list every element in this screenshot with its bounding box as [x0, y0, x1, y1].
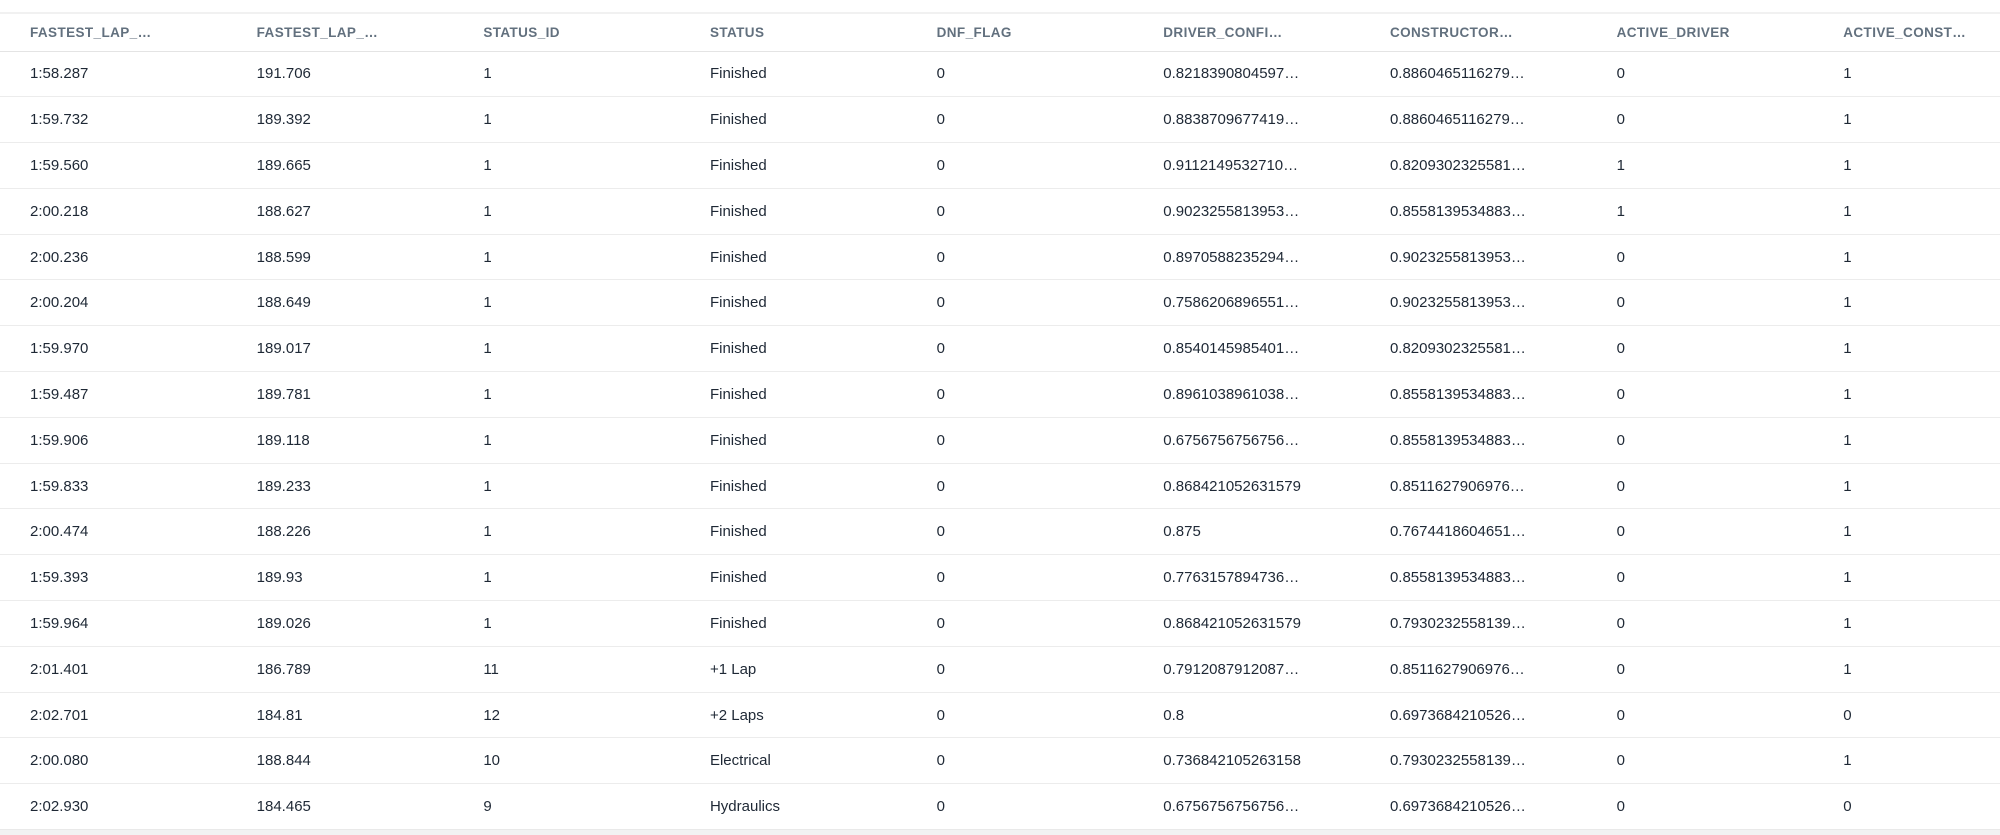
table-cell: 0.868421052631579: [1133, 601, 1360, 647]
table-cell: 188.226: [227, 509, 454, 555]
table-cell: Finished: [680, 51, 907, 97]
table-cell: 0.6973684210526…: [1360, 784, 1587, 829]
table-cell: 1: [1813, 326, 2000, 372]
table-cell: 0: [907, 326, 1134, 372]
table-cell: 0: [907, 784, 1134, 829]
table-cell: 1: [1813, 601, 2000, 647]
table-cell: 2:00.474: [0, 509, 227, 555]
table-cell: Finished: [680, 509, 907, 555]
table-cell: Finished: [680, 417, 907, 463]
table-cell: 1: [1813, 738, 2000, 784]
table-cell: 189.93: [227, 555, 454, 601]
table-cell: 189.665: [227, 143, 454, 189]
table-cell: 2:00.204: [0, 280, 227, 326]
table-cell: 0: [1813, 784, 2000, 829]
table-cell: 2:00.236: [0, 234, 227, 280]
table-cell: 0.8961038961038…: [1133, 372, 1360, 418]
table-cell: 0: [907, 692, 1134, 738]
table-cell: 189.392: [227, 97, 454, 143]
table-cell: 2:00.080: [0, 738, 227, 784]
table-cell: +1 Lap: [680, 646, 907, 692]
horizontal-scrollbar-track[interactable]: [0, 829, 2000, 835]
table-row: [0, 555, 2000, 601]
data-table: [0, 14, 2000, 829]
table-cell: 191.706: [227, 51, 454, 97]
table-cell: 1: [1813, 372, 2000, 418]
table-cell: 0.7912087912087…: [1133, 646, 1360, 692]
table-cell: 2:02.930: [0, 784, 227, 829]
table-cell: 1: [1587, 143, 1814, 189]
table-cell: 0.875: [1133, 509, 1360, 555]
table-row: [0, 509, 2000, 555]
table-cell: 1:59.906: [0, 417, 227, 463]
table-cell: 1: [453, 463, 680, 509]
table-cell: 1:59.964: [0, 601, 227, 647]
table-cell: 0.8209302325581…: [1360, 326, 1587, 372]
table-cell: 1: [1813, 51, 2000, 97]
table-row: [0, 646, 2000, 692]
table-cell: 1: [453, 509, 680, 555]
table-row: [0, 51, 2000, 97]
table-cell: 0.8511627906976…: [1360, 463, 1587, 509]
table-cell: Finished: [680, 372, 907, 418]
table-cell: 0.8970588235294…: [1133, 234, 1360, 280]
table-cell: 0.8860465116279…: [1360, 97, 1587, 143]
table-cell: 189.233: [227, 463, 454, 509]
table-cell: 0: [907, 463, 1134, 509]
table-cell: 11: [453, 646, 680, 692]
column-header[interactable]: ACTIVE_CONST…: [1813, 14, 2000, 51]
table-cell: 0.6973684210526…: [1360, 692, 1587, 738]
table-cell: Hydraulics: [680, 784, 907, 829]
table-cell: 1: [1813, 417, 2000, 463]
table-cell: 1: [1813, 280, 2000, 326]
table-cell: 0.8540145985401…: [1133, 326, 1360, 372]
column-header[interactable]: ACTIVE_DRIVER: [1587, 14, 1814, 51]
table-cell: 0: [1587, 97, 1814, 143]
table-cell: 0.8838709677419…: [1133, 97, 1360, 143]
table-cell: 1: [453, 97, 680, 143]
table-cell: 188.599: [227, 234, 454, 280]
table-cell: 0: [1587, 784, 1814, 829]
table-cell: 0.7586206896551…: [1133, 280, 1360, 326]
table-cell: +2 Laps: [680, 692, 907, 738]
table-row: [0, 143, 2000, 189]
table-cell: 0.8558139534883…: [1360, 555, 1587, 601]
column-header[interactable]: FASTEST_LAP_…: [227, 14, 454, 51]
column-header[interactable]: DNF_FLAG: [907, 14, 1134, 51]
table-row: [0, 234, 2000, 280]
table-cell: 0.8218390804597…: [1133, 51, 1360, 97]
table-cell: 1: [1813, 188, 2000, 234]
column-header[interactable]: FASTEST_LAP_…: [0, 14, 227, 51]
table-cell: Finished: [680, 97, 907, 143]
table-cell: 1:59.393: [0, 555, 227, 601]
table-row: [0, 738, 2000, 784]
table-cell: 1:59.732: [0, 97, 227, 143]
table-cell: 1: [1813, 555, 2000, 601]
table-cell: Finished: [680, 143, 907, 189]
table-cell: 1: [453, 326, 680, 372]
table-cell: 1: [1813, 143, 2000, 189]
table-cell: 1: [453, 601, 680, 647]
table-cell: 0: [1587, 646, 1814, 692]
table-cell: 10: [453, 738, 680, 784]
table-cell: 0.868421052631579: [1133, 463, 1360, 509]
table-cell: 0.8558139534883…: [1360, 417, 1587, 463]
table-cell: 0: [1587, 692, 1814, 738]
table-cell: 0.7674418604651…: [1360, 509, 1587, 555]
table-cell: 0: [907, 280, 1134, 326]
table-cell: 0: [907, 417, 1134, 463]
table-cell: 0: [1587, 234, 1814, 280]
table-cell: 0.9023255813953…: [1133, 188, 1360, 234]
table-cell: 0: [907, 234, 1134, 280]
table-cell: 0: [1587, 280, 1814, 326]
table-cell: 1: [1813, 97, 2000, 143]
table-cell: 0.9023255813953…: [1360, 280, 1587, 326]
table-cell: 0: [907, 143, 1134, 189]
table-cell: 1: [453, 188, 680, 234]
table-cell: 0: [907, 738, 1134, 784]
table-cell: 0.8: [1133, 692, 1360, 738]
table-cell: 0: [907, 97, 1134, 143]
table-cell: Finished: [680, 463, 907, 509]
table-cell: 2:01.401: [0, 646, 227, 692]
table-cell: 1: [1813, 509, 2000, 555]
table-cell: 9: [453, 784, 680, 829]
table-cell: 0.8558139534883…: [1360, 188, 1587, 234]
table-row: [0, 188, 2000, 234]
table-cell: 0: [1587, 417, 1814, 463]
table-cell: Finished: [680, 555, 907, 601]
table-cell: 0: [1587, 601, 1814, 647]
table-cell: 1: [453, 280, 680, 326]
table-cell: 0.6756756756756…: [1133, 417, 1360, 463]
table-cell: 0: [1813, 692, 2000, 738]
table-cell: 0.7930232558139…: [1360, 601, 1587, 647]
table-cell: 1: [453, 417, 680, 463]
table-cell: 0: [1587, 509, 1814, 555]
data-table-viewport: [0, 14, 2000, 829]
table-cell: 188.627: [227, 188, 454, 234]
table-cell: 1:59.833: [0, 463, 227, 509]
table-row: [0, 97, 2000, 143]
table-cell: 189.017: [227, 326, 454, 372]
table-cell: 1: [1813, 646, 2000, 692]
table-cell: 0: [1587, 738, 1814, 784]
table-cell: Finished: [680, 234, 907, 280]
table-row: [0, 417, 2000, 463]
table-cell: 0.7930232558139…: [1360, 738, 1587, 784]
table-cell: 0: [907, 51, 1134, 97]
table-cell: 0.9112149532710…: [1133, 143, 1360, 189]
table-row: [0, 326, 2000, 372]
table-cell: 0: [1587, 372, 1814, 418]
column-header[interactable]: STATUS_ID: [453, 14, 680, 51]
table-row: [0, 784, 2000, 829]
table-cell: 2:02.701: [0, 692, 227, 738]
table-cell: 0: [907, 601, 1134, 647]
table-cell: 1: [453, 51, 680, 97]
column-header[interactable]: STATUS: [680, 14, 907, 51]
table-cell: 1:58.287: [0, 51, 227, 97]
table-row: [0, 463, 2000, 509]
table-cell: 188.844: [227, 738, 454, 784]
table-row: [0, 692, 2000, 738]
table-cell: Finished: [680, 280, 907, 326]
table-cell: 0: [1587, 51, 1814, 97]
table-cell: 0.736842105263158: [1133, 738, 1360, 784]
table-cell: 184.465: [227, 784, 454, 829]
table-cell: Finished: [680, 326, 907, 372]
table-cell: Finished: [680, 601, 907, 647]
table-cell: 1:59.560: [0, 143, 227, 189]
table-cell: 0.9023255813953…: [1360, 234, 1587, 280]
table-header-row: [0, 14, 2000, 51]
table-cell: 186.789: [227, 646, 454, 692]
table-cell: 2:00.218: [0, 188, 227, 234]
table-cell: 1: [453, 372, 680, 418]
table-cell: 189.118: [227, 417, 454, 463]
column-header[interactable]: CONSTRUCTOR…: [1360, 14, 1587, 51]
table-cell: 1: [1587, 188, 1814, 234]
table-cell: 0: [907, 188, 1134, 234]
table-cell: 0.8511627906976…: [1360, 646, 1587, 692]
table-row: [0, 601, 2000, 647]
table-cell: 0: [907, 372, 1134, 418]
top-strip: [0, 0, 2000, 12]
table-cell: 12: [453, 692, 680, 738]
table-cell: Finished: [680, 188, 907, 234]
table-cell: 0.8860465116279…: [1360, 51, 1587, 97]
table-cell: 184.81: [227, 692, 454, 738]
table-cell: 0.8558139534883…: [1360, 372, 1587, 418]
table-cell: 0: [907, 509, 1134, 555]
table-cell: 0: [907, 555, 1134, 601]
table-cell: 0.7763157894736…: [1133, 555, 1360, 601]
table-cell: 0.8209302325581…: [1360, 143, 1587, 189]
table-cell: 0: [907, 646, 1134, 692]
table-cell: 0.6756756756756…: [1133, 784, 1360, 829]
column-header[interactable]: DRIVER_CONFI…: [1133, 14, 1360, 51]
table-cell: 1: [1813, 234, 2000, 280]
table-cell: 189.026: [227, 601, 454, 647]
table-cell: 1:59.970: [0, 326, 227, 372]
table-cell: 0: [1587, 463, 1814, 509]
table-cell: 0: [1587, 555, 1814, 601]
table-cell: 1:59.487: [0, 372, 227, 418]
table-cell: 1: [453, 143, 680, 189]
table-cell: 188.649: [227, 280, 454, 326]
table-cell: Electrical: [680, 738, 907, 784]
table-row: [0, 372, 2000, 418]
table-cell: 0: [1587, 326, 1814, 372]
table-cell: 189.781: [227, 372, 454, 418]
table-cell: 1: [453, 234, 680, 280]
table-row: [0, 280, 2000, 326]
table-cell: 1: [1813, 463, 2000, 509]
table-cell: 1: [453, 555, 680, 601]
